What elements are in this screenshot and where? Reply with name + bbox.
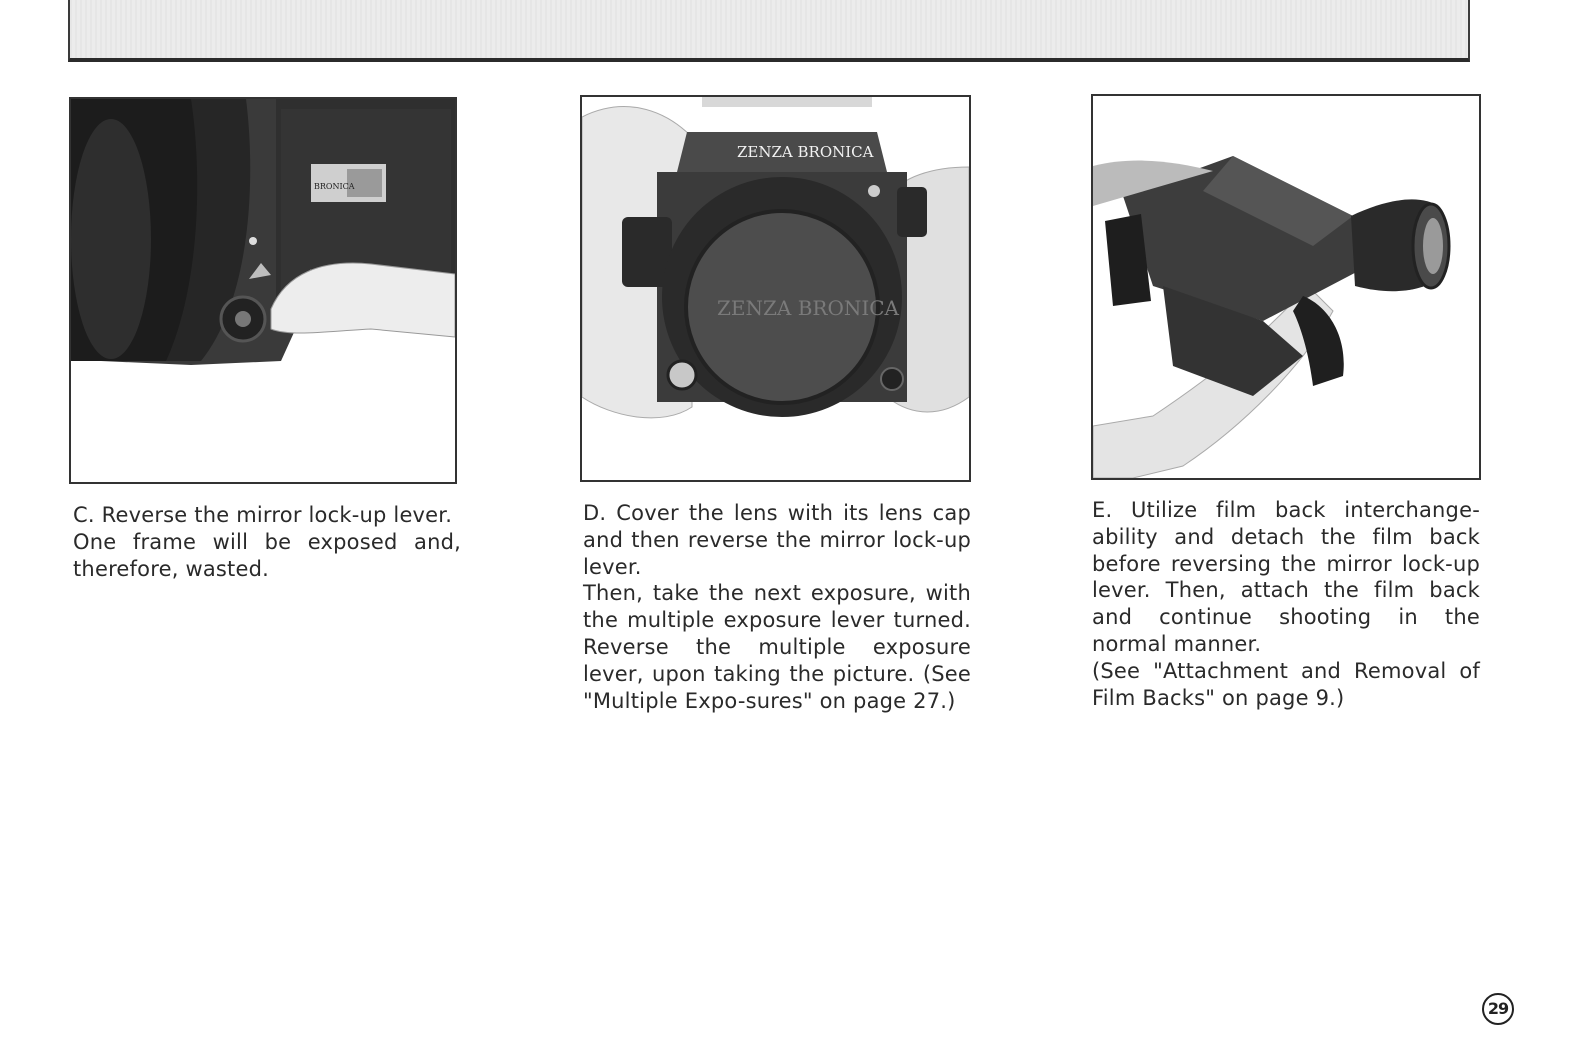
caption-d-instruction: D. Cover the lens with its lens cap and then reverse the mirror lock-up lever. — [583, 501, 971, 579]
prism-brand-text: ZENZA BRONICA — [737, 143, 874, 161]
caption-c-instruction: C. Reverse the mirror lock-up lever. — [73, 503, 453, 527]
caption-c-note: One frame will be exposed and, therefore, wasted. — [73, 529, 461, 581]
caption-e-instruction: E. Utilize film back interchange-ability and detach the film back before reversing the mirror lock-up lever. Then, attach the film back and continue shooting in the normal manner. — [1092, 498, 1480, 656]
lens-cap-text: ZENZA BRONICA — [717, 296, 899, 320]
photo-lens-cap-camera — [580, 95, 971, 482]
caption-c — [73, 502, 461, 582]
page-number: 29 — [1482, 993, 1514, 1025]
photo-mirror-lockup-lever — [69, 97, 457, 484]
caption-d — [583, 500, 971, 714]
caption-e — [1092, 497, 1480, 711]
camera-front-illustration — [582, 97, 969, 480]
camera-prism-illustration — [1093, 96, 1479, 478]
top-banner — [68, 0, 1470, 62]
camera-side-illustration — [71, 99, 455, 482]
photo-film-back-removal — [1091, 94, 1481, 480]
caption-e-note: (See "Attachment and Removal of Film Backs" on page 9.) — [1092, 658, 1480, 710]
caption-d-note: Then, take the next exposure, with the multiple exposure lever turned. Reverse the multiple exposure lever, upon taking the picture. (See "Multiple Expo-sures" on page 27.) — [583, 581, 971, 713]
badge-brand-text: BRONICA — [314, 182, 355, 191]
